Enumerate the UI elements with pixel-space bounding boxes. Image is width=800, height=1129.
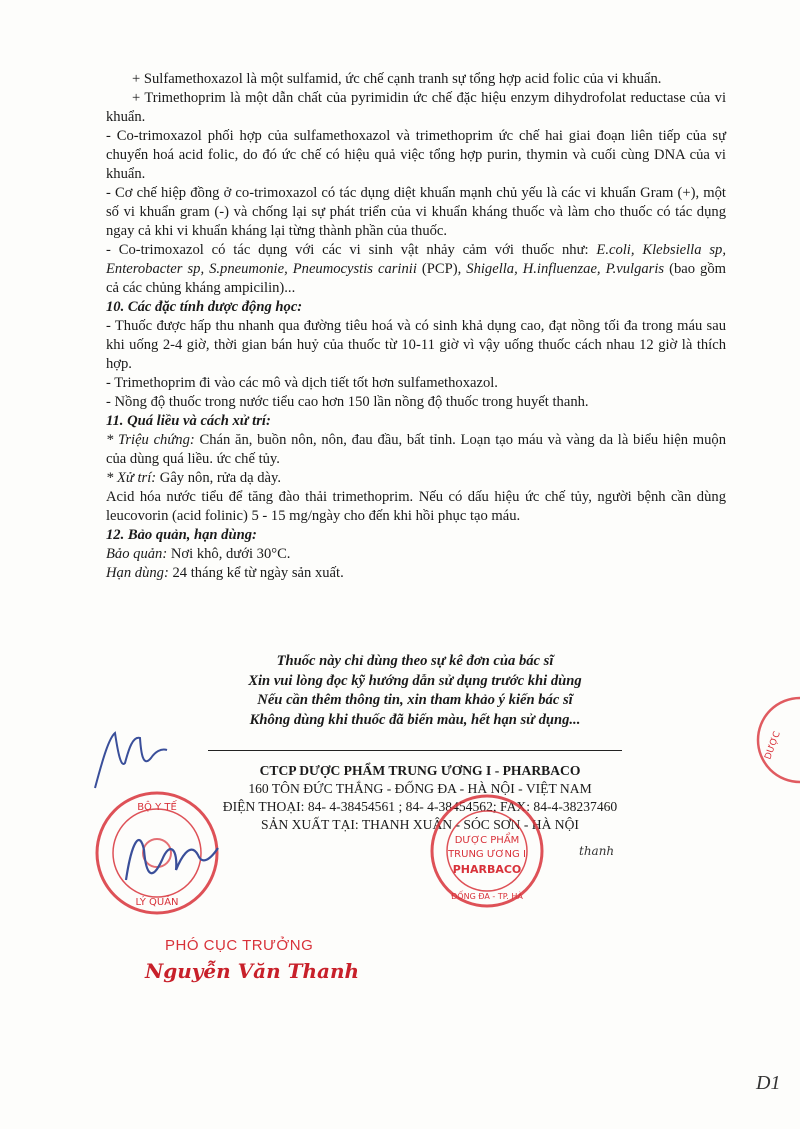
heading-storage: 12. Bảo quản, hạn dùng: (106, 527, 257, 543)
paragraph-acidify: Acid hóa nước tiểu để tăng đào thải trimethoprim. Nếu có dấu hiệu ức chế tủy, người bệnh cần dùng leucovorin (acid folinic) 5 - 15 mg/ngày cho đến khi hồi phục tạo máu. (106, 489, 726, 524)
edge-stamp-fragment (730, 690, 800, 790)
stamp-right-line1: DƯỢC PHẨM (454, 835, 520, 846)
notice-line: Nếu cần thêm thông tin, xin tham khảo ý kiến bác sĩ (257, 692, 573, 708)
signer-role: PHÓ CỤC TRƯỞNG (165, 937, 314, 954)
prescription-notice (200, 652, 630, 730)
company-address: 160 TÔN ĐỨC THẮNG - ĐỐNG ĐA - HÀ NỘI - VIỆT NAM (248, 781, 592, 796)
paragraph-distribution: - Trimethoprim đi vào các mô và dịch tiết tốt hơn sulfamethoxazol. (106, 375, 498, 391)
paragraph-treatment: * Xử trí: Gây nôn, rửa dạ dày. (106, 470, 282, 486)
bullet-trimethoprim: + Trimethoprim là một dẫn chất của pyrimidin ức chế đặc hiệu enzym dihydrofolat reductase của vi khuẩn. (106, 90, 726, 125)
signature-lower (118, 820, 228, 900)
document-body (106, 70, 726, 583)
notice-line: Xin vui lòng đọc kỹ hướng dẫn sử dụng trước khi dùng (248, 672, 582, 689)
signature-upper (85, 718, 175, 798)
stamp-left-top-text: BỘ Y TẾ (137, 802, 177, 813)
bullet-sulfamethoxazol: + Sulfamethoxazol là một sulfamid, ức chế cạnh tranh sự tổng hợp acid folic của vi khuẩn. (132, 71, 662, 87)
stamp-right-bottom: ĐỐNG ĐA - TP. HÀ (451, 892, 523, 901)
paragraph-storage: Bảo quản: Nơi khô, dưới 30°C. (106, 546, 291, 562)
company-phone: ĐIỆN THOẠI: 84- 4-38454561 ; 84- 4-38454562; FAX: 84-4-38237460 (222, 799, 618, 814)
paragraph-urine-concentration: - Nồng độ thuốc trong nước tiểu cao hơn 150 lần nồng độ thuốc trong huyết thanh. (106, 394, 589, 410)
paragraph-cotrimoxazol-mechanism: - Co-trimoxazol phối hợp của sulfamethoxazol và trimethoprim ức chế hai giai đoạn liên tiếp của sự chuyển hoá acid folic, do đó ức chế có hiệu quả việc tổng hợp purin, thymin và cuối cùng DNA của vi khuẩn. (106, 128, 726, 182)
paragraph-synergy: - Cơ chế hiệp đồng ở co-trimoxazol có tác dụng diệt khuẩn mạnh chủ yếu là các vi khuẩn Gram (+), một số vi khuẩn gram (-) và chống lại sự phát triển của vi khuẩn kháng thuốc và làm cho thuốc có tác dụng ngay cả khi vi khuẩn kháng lại từng thành phần của thuốc. (106, 185, 726, 239)
company-factory: SẢN XUẤT TẠI: THANH XUÂN - SÓC SƠN - HÀ NỘI (261, 817, 579, 832)
signer-name: Nguyễn Văn Thanh (145, 959, 360, 983)
paragraph-spectrum: - Co-trimoxazol có tác dụng với các vi sinh vật nhảy cảm với thuốc như: E.coli, Klebsiella sp, Enterobacter sp, S.pneumonie, Pneumocystis carinii (PCP), Shigella, H.influenzae, P.vulgaris (bao gồm cả các chủng kháng ampicilin)... (106, 242, 727, 296)
company-stamp (412, 793, 562, 913)
company-name: CTCP DƯỢC PHẨM TRUNG ƯƠNG I - PHARBACO (259, 763, 581, 778)
edge-stamp-text: DƯỢC (763, 730, 783, 762)
svg-text:thanh: thanh (579, 844, 615, 858)
signature-small (575, 835, 635, 865)
stamp-right-line2: TRUNG ƯƠNG I (448, 849, 526, 860)
divider (208, 750, 622, 751)
paragraph-expiry: Hạn dùng: 24 tháng kể từ ngày sản xuất. (106, 565, 344, 581)
paragraph-absorption: - Thuốc được hấp thu nhanh qua đường tiêu hoá và có sinh khả dụng cao, đạt nồng tối đa trong máu sau khi uống 2-4 giờ, thời gian bán huỷ của thuốc từ 10-11 giờ vì vậy uống thuốc cách nhau 12 giờ là thích hợp. (106, 318, 726, 372)
stamp-left-bottom-text: LÝ QUẢN (135, 897, 179, 908)
paragraph-symptoms: * Triệu chứng: Chán ăn, buồn nôn, nôn, đau đầu, bất tỉnh. Loạn tạo máu và vàng da là biểu hiện muộn của dùng quá liều. ức chế tủy. (106, 432, 726, 467)
heading-pharmacokinetics: 10. Các đặc tính dược động học: (106, 299, 303, 315)
stamp-right-line3: PHARBACO (452, 863, 522, 876)
page-mark: D1 (756, 1072, 781, 1094)
notice-line: Không dùng khi thuốc đã biến màu, hết hạn sử dụng... (249, 711, 581, 728)
heading-overdose: 11. Quá liều và cách xử trí: (106, 413, 271, 429)
notice-line: Thuốc này chỉ dùng theo sự kê đơn của bác sĩ (276, 653, 554, 669)
